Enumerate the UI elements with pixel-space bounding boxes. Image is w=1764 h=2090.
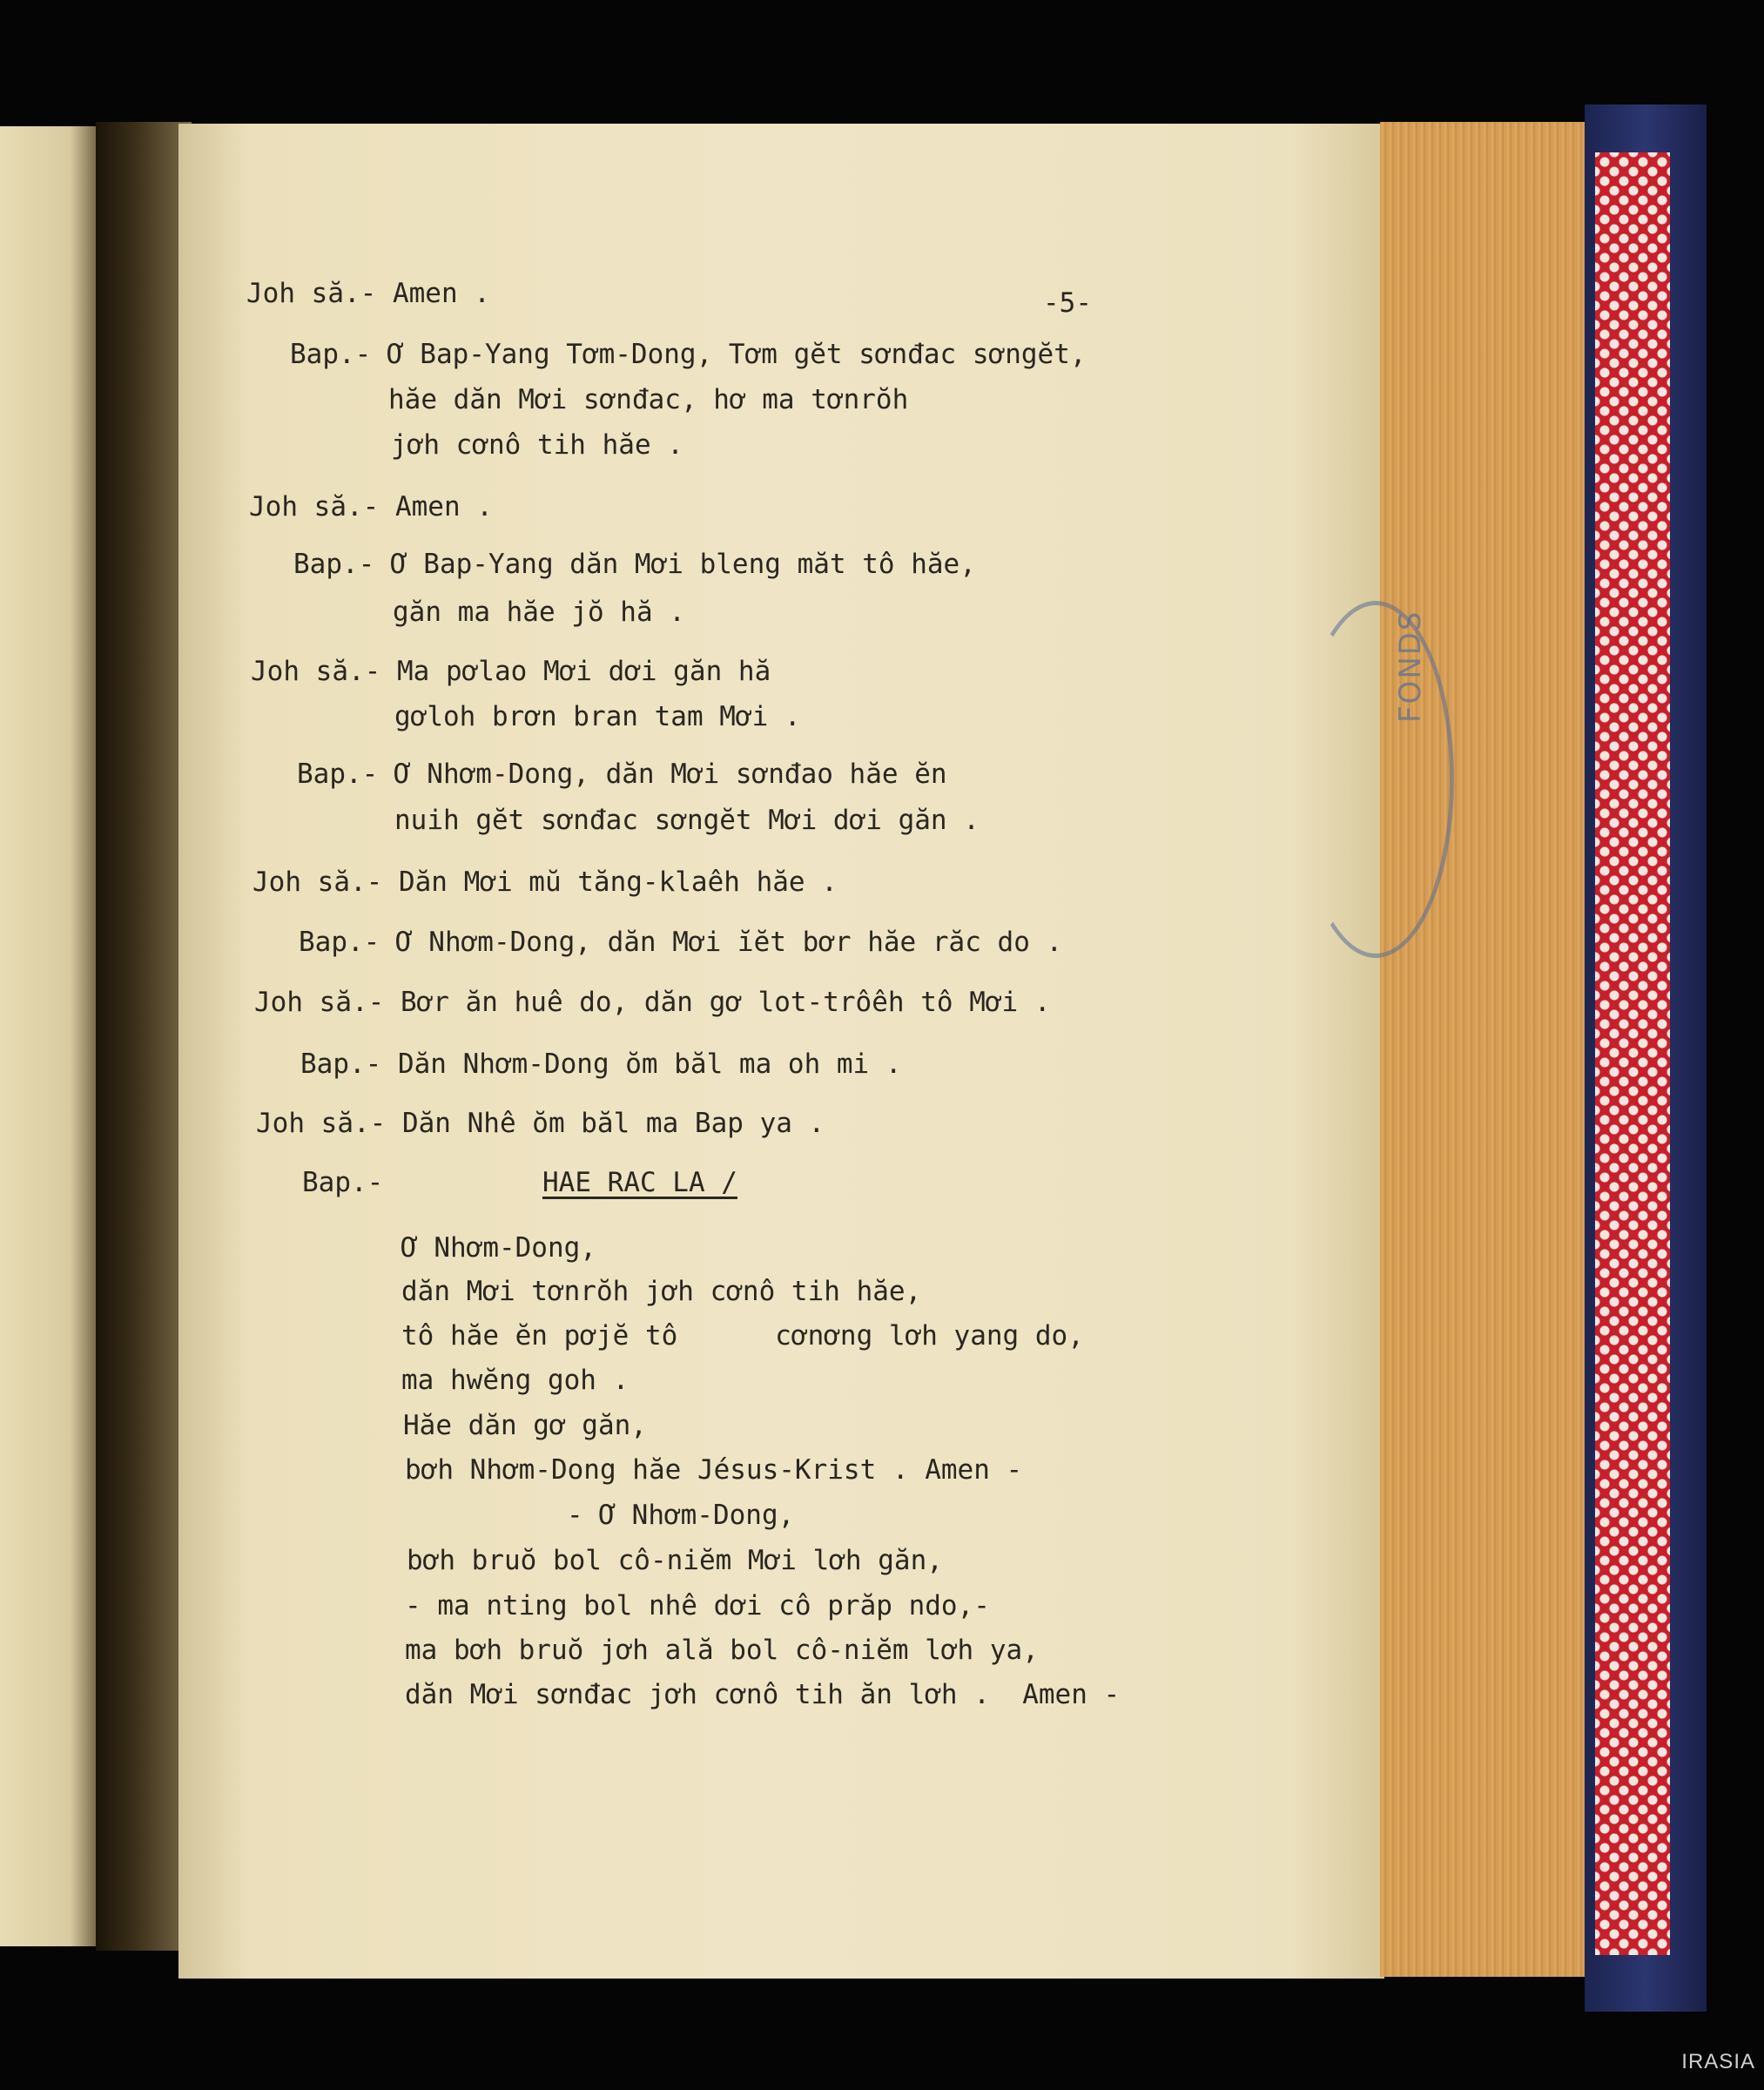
text-line: găn ma hăe jŏ hă . <box>393 597 685 628</box>
text-line: Hăe dăn gơ găn, <box>403 1410 647 1441</box>
text-line: hăe dăn Mơi sơnđac, hơ ma tơnrŏh <box>388 384 909 415</box>
text-line: Bap.- Ơ Nhơm-Dong, dăn Mơi sơnđao hăe ĕn <box>297 758 947 790</box>
library-stamp <box>1297 601 1454 958</box>
text-line: Joh să.- Bơr ăn huê do, dăn gơ lot-trôêh tô Mơi . <box>254 987 1051 1018</box>
text-line: Ơ Nhơm-Dong, <box>401 1232 596 1264</box>
text-line: Bap.- Ơ Nhơm-Dong, dăn Mơi ĭĕt bơr hăe răc do . <box>299 927 1063 958</box>
text-line: tô hăe ĕn pơjĕ tô cơnơng lơh yang do, <box>401 1320 1084 1352</box>
text-line: Bap.- <box>302 1167 384 1198</box>
text-line: Joh să.- Dăn Mơi mŭ tăng-klaêh hăe . <box>252 866 838 898</box>
text-line: Joh să.- Amen . <box>246 278 490 309</box>
text-line: nuih gĕt sơnđac sơngĕt Mơi dơi găn . <box>394 805 980 836</box>
left-page <box>0 126 100 1946</box>
text-line: ma hwĕng goh . <box>401 1365 630 1396</box>
text-line: dăn Mơi tơnrŏh jơh cơnô tih hăe, <box>401 1276 922 1307</box>
decorative-endpaper <box>1595 152 1670 1955</box>
text-line: Joh să.- Amen . <box>249 491 493 522</box>
text-line: jơh cơnô tih hăe . <box>391 429 683 461</box>
page-number: -5- <box>1043 287 1092 319</box>
text-line: bơh Nhơm-Dong hăe Jésus-Krist . Amen - <box>405 1454 1023 1486</box>
section-heading: HAE RAC LA / <box>542 1167 737 1198</box>
watermark: IRASIA <box>1681 2050 1755 2073</box>
text-line: Bap.- Ơ Bap-Yang Tơm-Dong, Tơm gĕt sơnđac sơngĕt, <box>290 339 1087 370</box>
text-line: Bap.- Ơ Bap-Yang dăn Mơi bleng măt tô hăe, <box>293 549 976 580</box>
text-line: gơloh brơn bran tam Mơi . <box>394 701 801 732</box>
text-line: Bap.- Dăn Nhơm-Dong ŏm băl ma oh mi . <box>300 1048 902 1080</box>
page-edges <box>1380 122 1593 1977</box>
text-line: bơh bruŏ bol cô-niĕm Mơi lơh găn, <box>407 1545 943 1576</box>
text-line: Joh să.- Dăn Nhê ŏm băl ma Bap ya . <box>256 1108 825 1139</box>
text-line: dăn Mơi sơnđac jơh cơnô tih ăn lơh . Amen - <box>405 1679 1121 1710</box>
text-line: ma bơh bruŏ jơh ală bol cô-niĕm lơh ya, <box>405 1635 1039 1666</box>
text-line: Joh să.- Ma pơlao Mơi dơi găn hă <box>251 656 771 687</box>
text-line: - ma nting bol nhê dơi cô prăp ndo,- <box>405 1590 990 1621</box>
text-line: - Ơ Nhơm-Dong, <box>567 1500 795 1531</box>
book-gutter <box>96 122 192 1951</box>
stamp-text: FONDS <box>1393 610 1428 723</box>
